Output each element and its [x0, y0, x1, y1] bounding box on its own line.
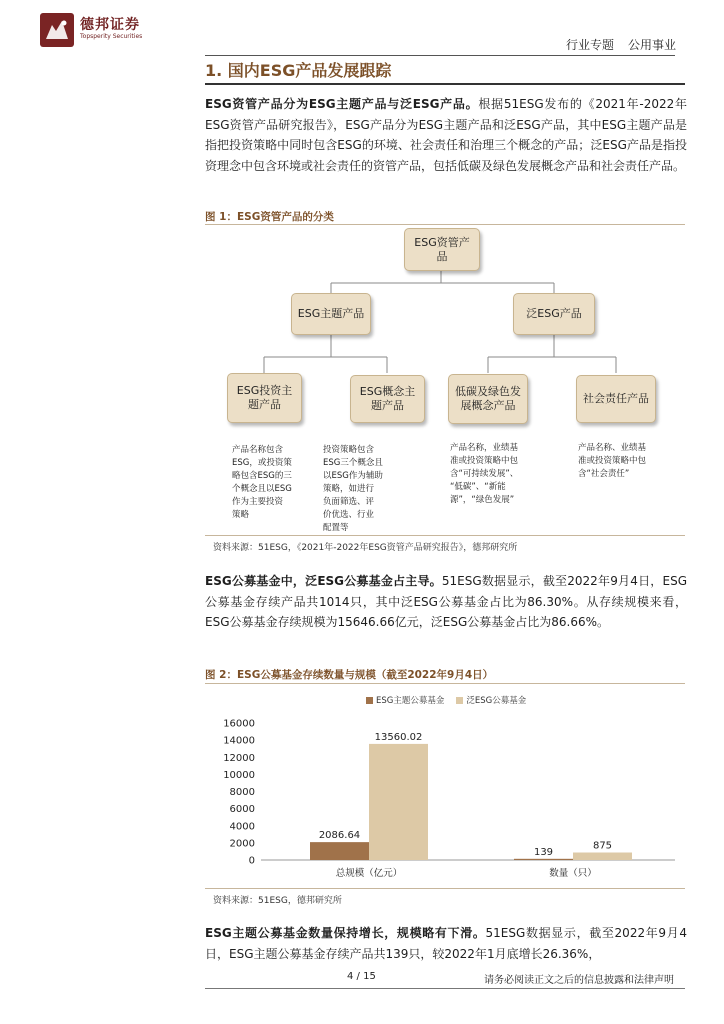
data-label-general-1: 875 — [592, 840, 613, 852]
bar-theme-0 — [310, 842, 369, 860]
tree-node-general-esg: 泛ESG产品 — [513, 293, 595, 335]
tree-note-social-responsibility: 产品名称、业绩基 准或投资策略中包 含“社会责任” — [578, 443, 647, 479]
paragraph-lead: ESG公募基金中，泛ESG公募基金占主导。 — [205, 574, 442, 588]
y-tick-label-4: 8000 — [229, 787, 255, 798]
y-tick-label-0: 0 — [248, 855, 255, 867]
x-tick-label-0: 总规模（亿元） — [335, 868, 403, 879]
footer-divider — [205, 988, 685, 989]
paragraph-esg-classification — [205, 94, 687, 176]
tree-note-esg-concept-theme: 投资策略包含 ESG三个概念且 以ESG作为辅助 策略，如进行 负面筛选、评 价优选、行业 配置等 — [323, 445, 383, 533]
tree-node-root: ESG资管产品 — [404, 228, 480, 271]
footer-disclaimer: 请务必阅读正文之后的信息披露和法律声明 — [484, 975, 674, 986]
header-tags — [566, 36, 676, 53]
figure1-source: 资料来源：51ESG，《2021年-2022年ESG资管产品研究报告》，德邦研究所 — [213, 543, 518, 553]
section-title: 1. 国内ESG产品发展跟踪 — [205, 61, 392, 80]
brand-subtitle: Topsperity Securities — [80, 33, 143, 40]
bar-general-1 — [573, 853, 632, 860]
tree-leaf-esg-investment-theme: ESG投资主题产品 — [227, 373, 302, 423]
figure2-top-rule — [205, 683, 685, 684]
legend-item-general: 泛ESG公募基金 — [456, 694, 526, 706]
header-divider — [205, 55, 675, 56]
brand-logo-icon — [40, 13, 74, 47]
y-tick-label-3: 6000 — [229, 804, 255, 816]
figure2-bottom-rule — [205, 888, 685, 889]
y-tick-label-7: 14000 — [223, 735, 255, 747]
figure1-caption: 图 1：ESG资管产品的分类 — [205, 211, 334, 223]
paragraph-theme-funds — [205, 923, 687, 964]
tree-note-esg-investment-theme: 产品名称包含 ESG，或投资策 略包含ESG的三 个概念且以ESG 作为主要投资 策略 — [232, 445, 292, 520]
legend-swatch-general — [456, 697, 463, 704]
legend-item-theme: ESG主题公募基金 — [366, 694, 444, 706]
data-label-general-0: 13560.02 — [374, 731, 423, 743]
tree-node-esg-theme: ESG主题产品 — [291, 293, 371, 335]
legend-swatch-theme — [366, 697, 373, 704]
section-divider — [205, 83, 685, 85]
bar-general-0 — [369, 744, 428, 860]
y-tick-label-8: 16000 — [223, 718, 255, 730]
tree-note-low-carbon-green: 产品名称，业绩基 准或投资策略中包 含“可持续发展”、 “低碳”、“新能 源”，“绿色发展” — [450, 443, 519, 505]
paragraph-lead: ESG主题公募基金数量保持增长，规模略有下滑。 — [205, 926, 486, 940]
tree-leaf-low-carbon-green: 低碳及绿色发展概念产品 — [448, 374, 528, 424]
data-label-theme-0: 2086.64 — [318, 830, 361, 842]
paragraph-body: 51ESG数据显示，截至2022年9月4日，ESG公募基金存续产品共1014只，其中泛ESG公募基金占比为86.30%。从存续规模来看，ESG公募基金存续规模为15646.66亿元，泛ESG公募基金占比为86.66%。 — [205, 574, 687, 629]
bar-theme-1 — [514, 859, 573, 860]
header-tag-sector: 公用事业 — [627, 38, 676, 52]
figure2-caption: 图 2：ESG公募基金存续数量与规模（截至2022年9月4日） — [205, 669, 494, 681]
y-tick-label-6: 12000 — [223, 752, 255, 764]
paragraph-body: 51ESG数据显示，截至2022年9月4日，ESG主题公募基金存续产品共139只，较2022年1月底增长26.36%， — [205, 926, 687, 961]
paragraph-lead: ESG资管产品分为ESG主题产品与泛ESG产品。 — [205, 97, 479, 111]
data-label-theme-1: 139 — [533, 846, 554, 858]
tree-leaf-esg-concept-theme: ESG概念主题产品 — [350, 375, 425, 423]
bar-chart — [205, 705, 685, 885]
y-tick-label-1: 2000 — [229, 838, 255, 850]
brand-name: 德邦证券 — [80, 17, 140, 33]
x-tick-label-1: 数量（只） — [549, 868, 597, 879]
y-tick-label-5: 10000 — [223, 769, 255, 781]
header-tag-industry: 行业专题 — [565, 38, 614, 52]
tree-leaf-social-responsibility: 社会责任产品 — [576, 375, 656, 423]
paragraph-body: 根据51ESG发布的《2021年-2022年ESG资管产品研究报告》，ESG产品分为ESG主题产品和泛ESG产品，其中ESG主题产品是指把投资策略中同时包含ESG的环境、社会责任和治理三个概念的产品；泛ESG产品是指投资理念中包含环境或社会责任的资管产品，包括低碳及绿色发展概念产品和社会责任产品。 — [205, 97, 687, 173]
figure1-bottom-rule — [205, 535, 685, 536]
paragraph-public-funds — [205, 571, 687, 633]
page-number: 4 / 15 — [347, 971, 376, 982]
figure2-source: 资料来源：51ESG，德邦研究所 — [213, 896, 342, 906]
y-tick-label-2: 4000 — [229, 821, 255, 833]
